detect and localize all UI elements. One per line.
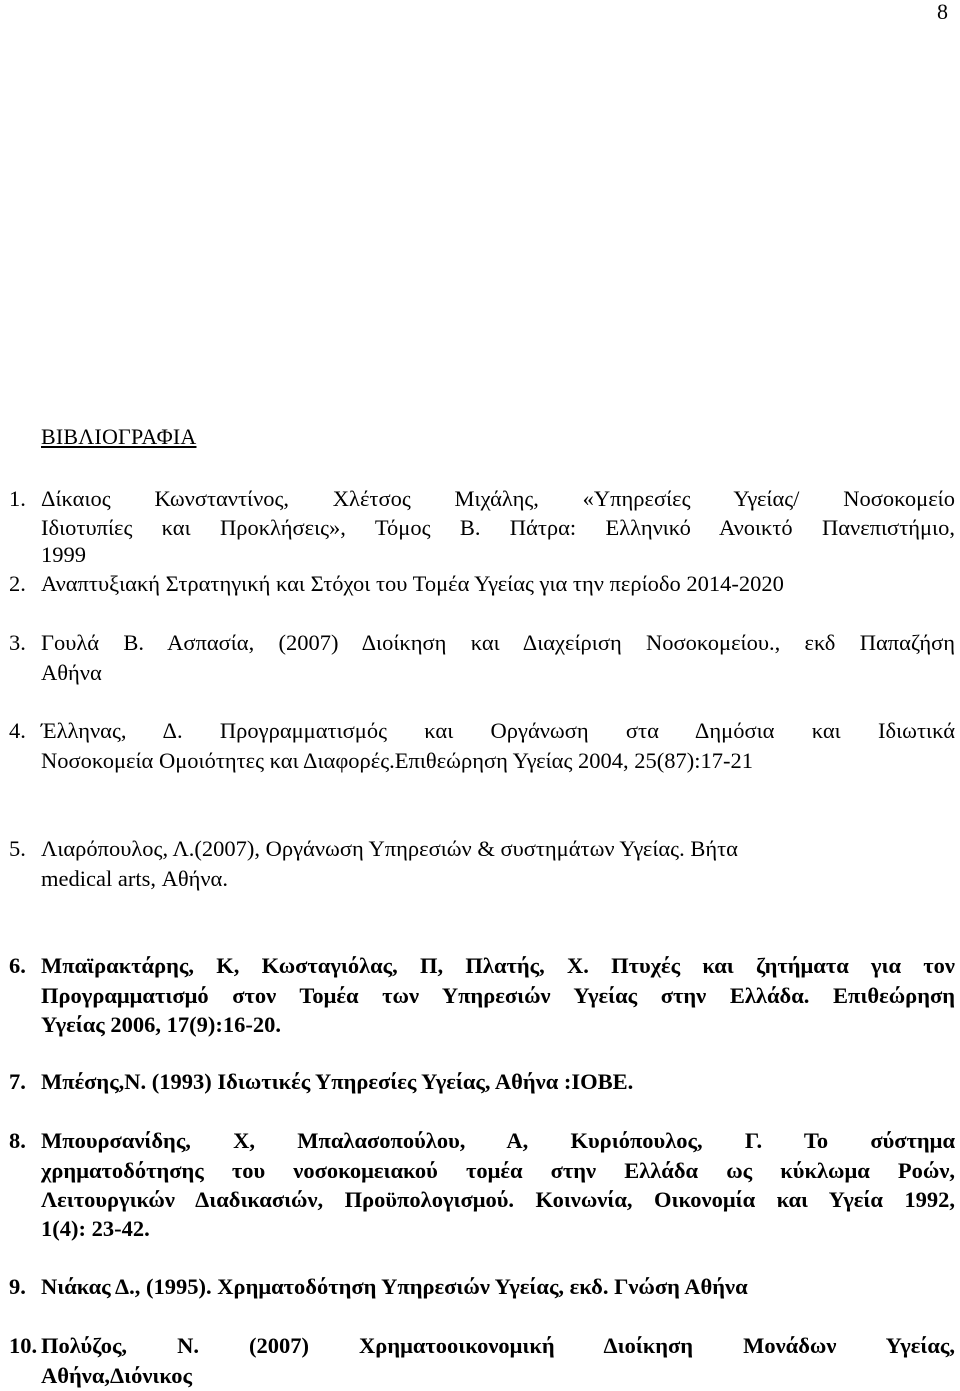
reference-line: Νοσοκομεία Ομοιότητες και Διαφορές.Επιθεώρηση Υγείας 2004, 25(87):17-21 <box>41 748 753 773</box>
reference-entry <box>0 569 955 599</box>
reference-line: Μπέσης,Ν. (1993) Ιδιωτικές Υπηρεσίες Υγείας, Αθήνα :ΙΟΒΕ. <box>41 1069 634 1094</box>
reference-line: 1(4): 23-42. <box>41 1216 150 1241</box>
reference-number: 1. <box>9 486 26 511</box>
reference-line: Πολύζος, Ν. (2007) Χρηματοοικονομική Διοίκηση Μονάδων Υγείας, <box>41 1333 955 1358</box>
reference-line: Αναπτυξιακή Στρατηγική και Στόχοι του Τομέα Υγείας για την περίοδο 2014-2020 <box>41 571 784 596</box>
reference-entry <box>0 1331 955 1391</box>
reference-line: Λειτουργικών Διαδικασιών, Προϋπολογισμού. Κοινωνία, Οικονομία και Υγεία 1992, <box>41 1187 955 1212</box>
reference-number: 10. <box>9 1333 38 1358</box>
reference-number: 5. <box>9 836 26 861</box>
reference-line: Λιαρόπουλος, Λ.(2007), Οργάνωση Υπηρεσιών & συστημάτων Υγείας. Βήτα <box>41 836 738 861</box>
reference-number: 9. <box>9 1274 26 1299</box>
page-title: ΒΙΒΛΙΟΓΡΑΦΙΑ <box>41 424 197 449</box>
reference-line: Αθήνα,Διόνικος <box>41 1363 192 1388</box>
reference-line: Προγραμματισμό στον Τομέα των Υπηρεσιών Υγείας στην Ελλάδα. Επιθεώρηση <box>41 983 955 1008</box>
reference-number: 2. <box>9 571 26 596</box>
reference-number: 8. <box>9 1128 26 1153</box>
reference-entry <box>0 834 955 894</box>
reference-line: Αθήνα <box>41 660 102 685</box>
reference-number: 6. <box>9 953 26 978</box>
reference-number: 7. <box>9 1069 26 1094</box>
reference-line: Δίκαιος Κωνσταντίνος, Χλέτσος Μιχάλης, «Υπηρεσίες Υγείας/ Νοσοκομείο <box>41 486 955 511</box>
reference-line: Νιάκας Δ., (1995). Χρηματοδότηση Υπηρεσιών Υγείας, εκδ. Γνώση Αθήνα <box>41 1274 748 1299</box>
reference-line: Μπουρσανίδης, Χ, Μπαλασοπούλου, Α, Κυριόπουλος, Γ. Το σύστημα <box>41 1128 955 1153</box>
reference-entry <box>0 628 955 688</box>
reference-entry <box>0 1126 955 1246</box>
reference-line: Υγείας 2006, 17(9):16-20. <box>41 1012 281 1037</box>
reference-line: 1999 <box>41 542 86 567</box>
reference-line: Έλληνας, Δ. Προγραμματισμός και Οργάνωση στα Δημόσια και Ιδιωτικά <box>41 718 955 743</box>
reference-line: medical arts, Αθήνα. <box>41 866 228 891</box>
page-number: 8 <box>937 0 948 24</box>
reference-number: 4. <box>9 718 26 743</box>
reference-entry <box>0 1067 955 1097</box>
reference-entry <box>0 951 955 1041</box>
reference-line: Ιδιοτυπίες και Προκλήσεις», Τόμος Β. Πάτρα: Ελληνικό Ανοικτό Πανεπιστήμιο, <box>41 515 955 540</box>
reference-entry <box>0 484 955 574</box>
reference-line: Μπαϊρακτάρης, Κ, Κωσταγιόλας, Π, Πλατής, Χ. Πτυχές και ζητήματα για τον <box>41 953 955 978</box>
reference-number: 3. <box>9 630 26 655</box>
reference-entry <box>0 1272 955 1302</box>
reference-line: Γουλά Β. Ασπασία, (2007) Διοίκηση και Διαχείριση Νοσοκομείου., εκδ Παπαζήση <box>41 630 955 655</box>
reference-entry <box>0 716 955 776</box>
reference-line: χρηματοδότησης του νοσοκομειακού τομέα στην Ελλάδα ως κύκλωμα Ροών, <box>41 1158 955 1183</box>
